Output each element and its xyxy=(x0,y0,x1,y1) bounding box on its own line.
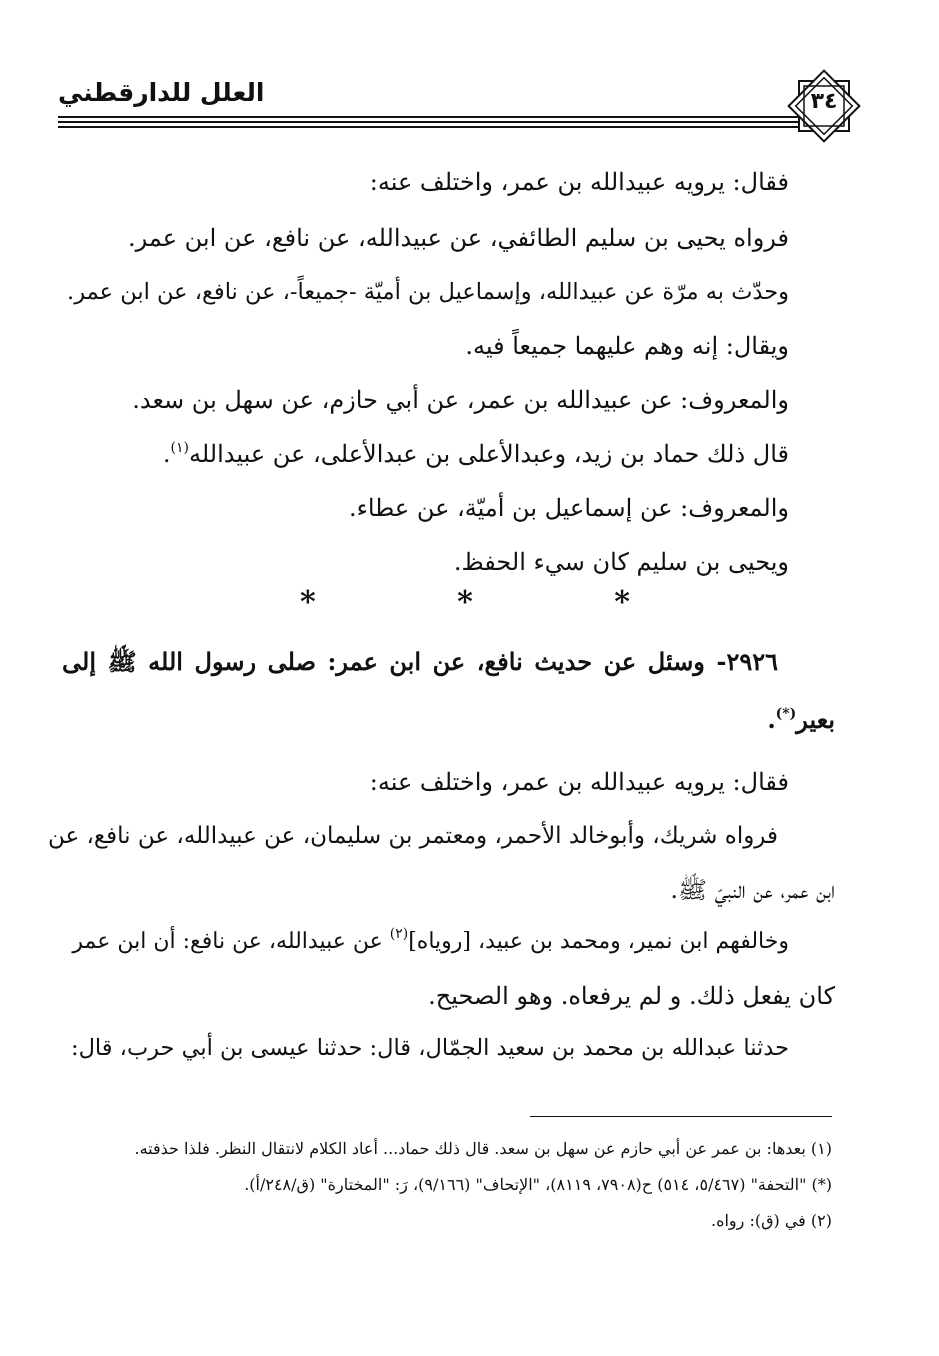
text-line: والمعروف: عن عبيدالله بن عمر، عن أبي حازم، عن سهل بن سعد. xyxy=(132,386,789,414)
entry-heading-continued xyxy=(767,700,835,744)
text-line xyxy=(72,922,789,964)
text-segment: بعير xyxy=(796,705,835,734)
text-line: ويحيى بن سليم كان سيء الحفظ. xyxy=(453,548,789,576)
header-rule xyxy=(58,121,829,123)
page-number: ٣٤ xyxy=(810,89,838,114)
text-line: ابن عمر، عن النبيّ ﷺ. xyxy=(670,876,835,904)
asterisk: * xyxy=(457,585,473,620)
text-line: فرواه شريك، وأبوخالد الأحمر، ومعتمر بن سليمان، عن عبيدالله، عن نافع، عن xyxy=(47,823,778,849)
text-line: وحدّث به مرّة عن عبيدالله، وإسماعيل بن أميّة -جميعاً-، عن نافع، عن ابن عمر. xyxy=(67,279,789,305)
text-segment: عن عبيدالله، عن نافع: أن ابن عمر xyxy=(72,929,390,954)
book-title: العلل للدارقطني xyxy=(58,78,265,107)
text-line xyxy=(163,434,789,478)
page-number-badge xyxy=(786,68,862,144)
text-line: حدثنا عبدالله بن محمد بن سعيد الجمّال، قال: حدثنا عيسى بن أبي حرب، قال: xyxy=(70,1035,789,1061)
header-rule xyxy=(58,126,829,128)
footnote-rule xyxy=(530,1116,832,1117)
asterisk: * xyxy=(300,585,316,620)
text-segment: . xyxy=(767,705,776,734)
footnote-marker: (٢) xyxy=(389,926,409,942)
text-line: فقال: يرويه عبيدالله بن عمر، واختلف عنه: xyxy=(369,168,789,196)
text-line: فرواه يحيى بن سليم الطائفي، عن عبيدالله، عن نافع، عن ابن عمر. xyxy=(127,224,789,252)
footnote: (١) بعدها: بن عمر عن أبي حازم عن سهل بن سعد. قال ذلك حماد... أعاد الكلام لانتقال النظر. فلذا حذفته. xyxy=(134,1139,832,1158)
asterisk: * xyxy=(614,585,630,620)
text-line: كان يفعل ذلك. و لم يرفعاه. وهو الصحيح. xyxy=(428,982,835,1010)
text-segment: وخالفهم ابن نمير، ومحمد بن عبيد، [روياه] xyxy=(408,929,789,954)
text-line: ويقال: إنه وهم عليهما جميعاً فيه. xyxy=(465,332,789,360)
text-segment: قال ذلك حماد بن زيد، وعبدالأعلى بن عبدالأعلى، عن عبيدالله xyxy=(188,440,789,468)
section-separator xyxy=(300,585,630,620)
entry-heading: ٢٩٢٦- وسئل عن حديث نافع، عن ابن عمر: صلى رسول الله ﷺ إلى xyxy=(62,647,778,676)
text-segment: . xyxy=(162,440,171,468)
footnote: (٢) في (ق): رواه. xyxy=(711,1211,832,1230)
text-line: فقال: يرويه عبيدالله بن عمر، واختلف عنه: xyxy=(369,768,789,796)
footnote-marker: (*) xyxy=(775,706,797,722)
text-line: والمعروف: عن إسماعيل بن أميّة، عن عطاء. xyxy=(348,494,789,522)
footnote-marker: (١) xyxy=(170,440,189,456)
header-rule xyxy=(58,116,829,118)
footnote: (*) "التحفة" (٥/٤٦٧، ٥١٤) ح(٧٩٠٨، ٨١١٩)، "الإتحاف" (٩/١٦٦)، رَ: "المختارة" (ق/٢٤٨/أ). xyxy=(244,1175,832,1194)
